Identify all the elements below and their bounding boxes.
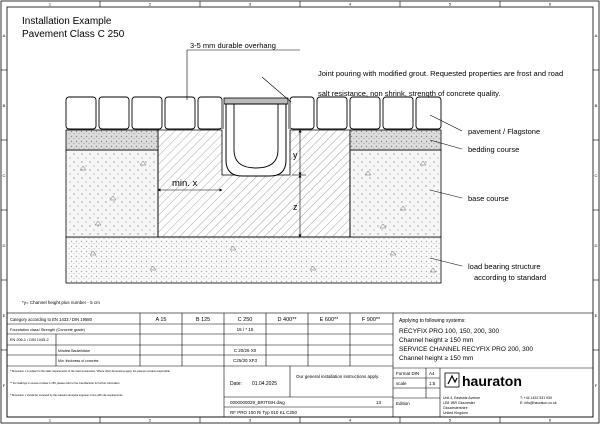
min-x-label: min. x: [172, 178, 198, 189]
pavers-right: [290, 97, 441, 129]
col-label: 3: [248, 417, 252, 423]
joint-label-line1: Joint pouring with modified grout. Requested properties are frost and road: [318, 69, 564, 78]
col-label: 2: [148, 417, 152, 423]
class-a15: A 15: [155, 317, 167, 323]
z-label: z: [293, 202, 298, 212]
joint-label-line2: salt resistance, non shrink, strength of concrete quality.: [318, 89, 501, 98]
col-label: 1: [48, 417, 52, 423]
grout-joint-left: [221, 100, 224, 129]
row-label: B: [2, 103, 6, 108]
row-label: A: [594, 33, 598, 38]
systems-line3: SERVICE CHANNEL RECYFIX PRO 200, 300: [399, 346, 534, 353]
scale-value: 1:5: [429, 381, 436, 386]
date-value: 01.04.2025: [252, 381, 278, 387]
row-value-min-thickness: C25/30 XF3: [232, 358, 258, 363]
row-label-min-thickness: Min. thickness of concrete: [58, 359, 99, 363]
address-line1: Unit 4, Eastside Avenue: [443, 396, 481, 400]
load-label-line2: according to standard: [474, 273, 547, 282]
col-label: 6: [548, 417, 552, 423]
col-label: 4: [348, 1, 352, 7]
format-label: Format DIN: [396, 371, 420, 376]
col-label: 3: [248, 1, 252, 7]
row-label: B: [594, 103, 598, 108]
col-label: 2: [148, 1, 152, 7]
sheet-number: 13: [376, 400, 382, 405]
bedding-label: bedding course: [468, 145, 520, 154]
class-d400: D 400**: [277, 317, 297, 323]
y-label: y: [293, 150, 298, 160]
row-label: D: [594, 243, 598, 248]
edition-label: Edition: [396, 401, 410, 406]
address-line2: LE8 1BR Gloucester: [443, 401, 475, 405]
row-value-mindest: C 20/25 X0: [233, 348, 257, 353]
email: E: info@hauraton.co.uk: [520, 401, 557, 405]
format-value: A4: [429, 371, 435, 376]
address-line3: Gloucestershire: [443, 406, 468, 410]
col-label: 6: [548, 1, 552, 7]
small-note-1: * Dimension x is subject to the static requirements of the road construction. Where other dimensions apply, the planner remains responsible.: [10, 370, 171, 373]
col-label: 5: [448, 1, 452, 7]
table-header-label: Category according to EN 1433 / DIN 19580: [10, 317, 92, 322]
row-label: C: [594, 173, 598, 178]
class-c250: C 250: [237, 317, 253, 323]
base-course-right-texture: [350, 150, 441, 237]
small-note-3: * Dimension x should be reviewed by the relevant structural engineer in line with site requirements.: [10, 394, 124, 397]
col-label: 4: [348, 417, 352, 423]
row-label: F: [2, 383, 6, 388]
row-label-en206: EN 206-1 / DIN 1045-2: [10, 338, 49, 342]
grout-joint-right: [288, 100, 291, 129]
systems-header: Applying to following systems:: [399, 318, 466, 324]
pavement-label: pavement / Flagstone: [468, 127, 541, 136]
col-label: 1: [48, 1, 52, 7]
row-label: C: [2, 173, 6, 178]
row-label-mindest: Mindest Bauteildicke: [58, 349, 91, 353]
small-note-2: ** For loadings in excess of class C 250, please refer to the manufacturer for further information.: [10, 382, 121, 385]
guidance-text: Our general installation instructions apply.: [296, 374, 380, 379]
pavers-left: [66, 97, 222, 129]
load-bearing-texture: [66, 237, 441, 283]
bedding-left-texture: [66, 130, 158, 150]
date-label: Date:: [230, 381, 242, 387]
bedding-right-texture: [350, 130, 441, 150]
drawing-code: RF PRO 100 Ri Typ 010 KL C250: [230, 410, 298, 415]
systems-line1: RECYFIX PRO 100, 150, 200, 300: [399, 328, 500, 335]
scale-label: scale: [396, 381, 407, 386]
row-label: F: [594, 383, 598, 388]
row-label: D: [2, 243, 6, 248]
phone: T: +44 1452 531 930: [520, 396, 553, 400]
address-line4: United Kingdom: [443, 411, 468, 415]
base-label: base course: [468, 194, 509, 203]
class-e600: E 600**: [319, 317, 339, 323]
info-table-grid: [7, 313, 593, 417]
hauraton-logo-icon: [445, 373, 459, 387]
base-course-left-texture: [66, 150, 158, 237]
drawing-number: 0000000029_BRITISH.dwg: [230, 400, 285, 405]
col-label: 5: [448, 417, 452, 423]
overhang-label: 3-5 mm durable overhang: [190, 41, 276, 50]
systems-line4: Channel height ≥ 150 mm: [399, 355, 474, 362]
company-name: hauraton: [462, 373, 522, 389]
footnote: *y= Channel height plus number - 5 cm: [22, 300, 100, 305]
class-f900: F 900**: [361, 317, 381, 323]
systems-line2: Channel height ≥ 150 mm: [399, 337, 474, 344]
load-label-line1: load bearing structure: [468, 262, 541, 271]
row-label-foundation: Foundation class/ Strength (Concrete grade): [10, 328, 85, 332]
drainage-channel: [224, 98, 288, 176]
row-label: A: [2, 33, 6, 38]
drawing-subtitle: Pavement Class C 250: [22, 29, 125, 40]
class-b125: B 125: [195, 317, 211, 323]
row-value-foundation: 15 / * 15: [236, 327, 254, 332]
drawing-title: Installation Example: [22, 16, 112, 27]
row-label: E: [2, 313, 6, 318]
row-label: E: [594, 313, 598, 318]
